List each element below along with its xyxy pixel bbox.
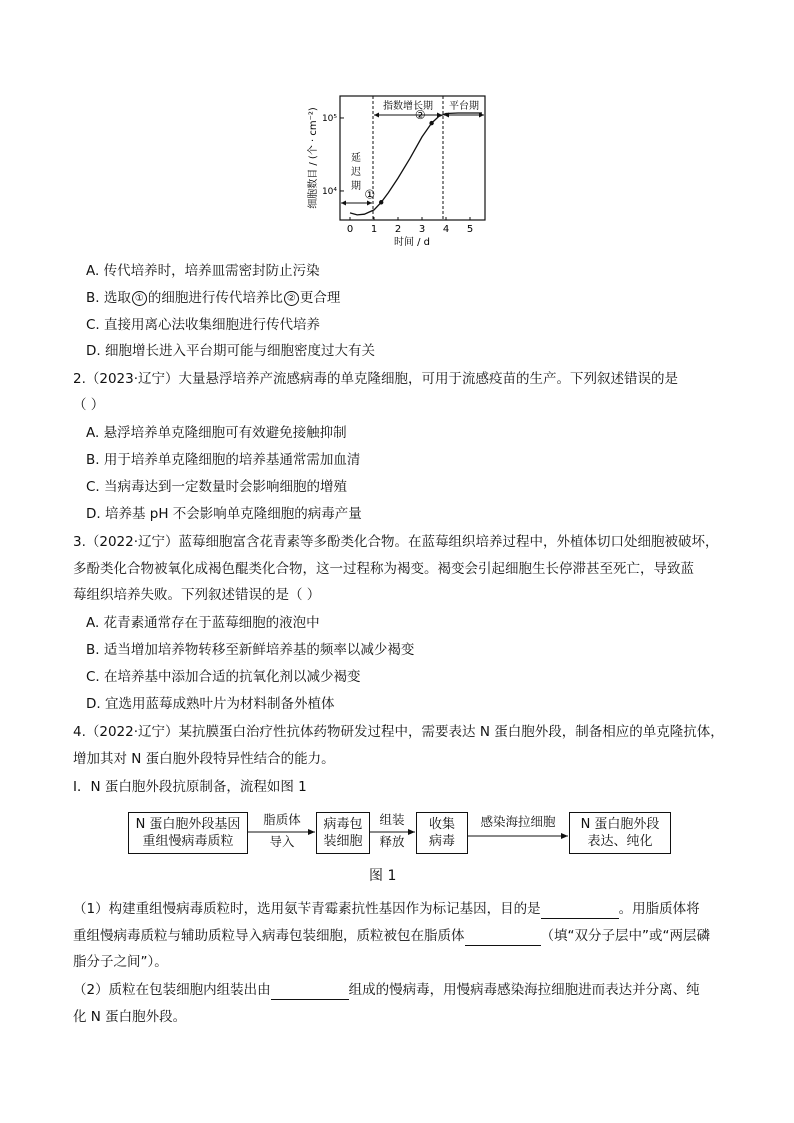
x-tick-label-2: 2 xyxy=(394,224,402,235)
q1-option-b-pre: B. 选取 xyxy=(86,290,131,306)
flow-box-expression-line-2: 表达、纯化 xyxy=(587,834,653,849)
flow-arrow-1-top: 脂质体 xyxy=(263,812,301,827)
growth-curve-svg xyxy=(300,88,500,248)
q1-option-a: A. 传代培养时，培养皿需密封防止污染 xyxy=(86,263,320,279)
flow-arrow-1 xyxy=(247,829,315,835)
x-axis-label: 时间 / d xyxy=(393,237,431,248)
x-tick-label-3: 3 xyxy=(418,224,426,235)
curve-point-1 xyxy=(379,200,383,204)
q4-sub1-text-a: （1）构建重组慢病毒质粒时，选用氨苄青霉素抗性基因作为标记基因，目的是 xyxy=(73,901,541,917)
y-axis-label: 细胞数目 / (个 · cm⁻²) xyxy=(308,107,319,209)
q2-option-b: B. 用于培养单克隆细胞的培养基通常需加血清 xyxy=(86,452,361,468)
exp-phase-label: 指数增长期 xyxy=(383,101,433,112)
q3-option-b: B. 适当增加培养物转移至新鲜培养基的频率以减少褐变 xyxy=(86,642,415,658)
q3-option-c: C. 在培养基中添加合适的抗氧化剂以减少褐变 xyxy=(86,669,361,685)
q4-sub1-text-b: 。用脂质体将 xyxy=(618,901,700,917)
q1-option-b-mid: 的细胞进行传代培养比 xyxy=(147,290,283,306)
curve-point-label-2: ② xyxy=(414,108,426,123)
q4-stem-line-2: 增加其对 N 蛋白胞外段特异性结合的能力。 xyxy=(73,751,335,767)
delay-phase-char-1: 延 xyxy=(351,153,361,164)
flow-box-plasmid-line-2: 重组慢病毒质粒 xyxy=(142,834,234,849)
q4-sub2-text-a: （2）质粒在包装细胞内组装出由 xyxy=(73,982,271,998)
x-tick-label-0: 0 xyxy=(346,224,354,235)
q4-stem-line-1: 4.（2022·辽宁）某抗膜蛋白治疗性抗体药物研发过程中，需要表达 N 蛋白胞外段，制备相应的单克隆抗体， xyxy=(73,724,724,740)
q4-sub2-line-2: 化 N 蛋白胞外段。 xyxy=(73,1009,187,1025)
x-tick-label-5: 5 xyxy=(466,224,474,235)
q4-sub1-line-2 xyxy=(73,926,710,946)
q4-sub2-text-b: 组成的慢病毒，用慢病毒感染海拉细胞进而表达并分离、纯 xyxy=(348,982,700,998)
x-tick-label-1: 1 xyxy=(370,224,378,235)
q4-sub1-line-1 xyxy=(73,899,700,919)
y-tick-label-0: 10⁴ xyxy=(321,186,337,197)
q2-option-c: C. 当病毒达到一定数量时会影响细胞的增殖 xyxy=(86,479,348,495)
flow-arrow-3 xyxy=(467,833,568,839)
flow-box-packaging-line-1: 病毒包 xyxy=(323,817,363,832)
q3-option-a: A. 花青素通常存在于蓝莓细胞的液泡中 xyxy=(86,615,320,631)
answer-blank-2[interactable] xyxy=(465,929,541,946)
delay-phase-char-2: 迟 xyxy=(351,167,361,178)
delay-phase-char-3: 期 xyxy=(351,181,361,192)
marker-1-ref: ① xyxy=(132,291,147,306)
curve-markers xyxy=(364,108,433,204)
q4-sub1-text-c: 重组慢病毒质粒与辅助质粒导入病毒包装细胞，质粒被包在脂质体 xyxy=(73,928,465,944)
q2-option-d: D. 培养基 pH 不会影响单克隆细胞的病毒产量 xyxy=(86,506,362,522)
figure-1-caption: 图 1 xyxy=(369,868,397,884)
q2-answer-paren: （ ） xyxy=(73,397,105,413)
flow-arrow-2-top: 组装 xyxy=(379,812,405,827)
q1-option-b-post: 更合理 xyxy=(299,290,341,306)
answer-blank-1[interactable] xyxy=(541,902,619,919)
flow-box-collect-line-1: 收集 xyxy=(428,817,455,832)
plateau-phase-label: 平台期 xyxy=(449,101,479,112)
exp-phase-arrow xyxy=(374,113,442,118)
q3-option-d: D. 宜选用蓝莓成熟叶片为材料制备外植体 xyxy=(86,696,335,712)
y-tick-label-1: 10⁵ xyxy=(321,113,337,124)
q2-option-a: A. 悬浮培养单克隆细胞可有效避免接触抑制 xyxy=(86,425,347,441)
q2-stem: 2.（2023·辽宁）大量悬浮培养产流感病毒的单克隆细胞，可用于流感疫苗的生产。下列叙述错误的是 xyxy=(73,371,679,387)
axis-ticks xyxy=(322,114,473,235)
q1-option-d: D. 细胞增长进入平台期可能与细胞密度过大有关 xyxy=(86,343,375,359)
flow-diagram xyxy=(128,812,688,862)
flow-box-packaging-line-2: 装细胞 xyxy=(323,834,363,849)
q1-option-c: C. 直接用离心法收集细胞进行传代培养 xyxy=(86,317,321,333)
flow-box-collect-line-2: 病毒 xyxy=(428,834,455,849)
flow-arrow-2-bottom: 释放 xyxy=(379,834,405,849)
answer-blank-3[interactable] xyxy=(271,983,349,1000)
marker-2-ref: ② xyxy=(284,291,299,306)
q4-sub1-text-d: （填“双分子层中”或“两层磷 xyxy=(540,928,710,944)
flow-arrows-svg xyxy=(128,812,688,862)
q4-sub2-line-1 xyxy=(73,980,700,1000)
q4-part-1-heading: Ⅰ．N 蛋白胞外段抗原制备，流程如图 1 xyxy=(73,779,307,795)
curve-point-label-1: ① xyxy=(364,187,376,202)
flow-box-expression-line-1: N 蛋白胞外段 xyxy=(580,817,660,832)
q3-stem-line-1: 3.（2022·辽宁）蓝莓细胞富含花青素等多酚类化合物。在蓝莓组织培养过程中，外植体切口处细胞被破坏， xyxy=(73,534,719,550)
growth-chart xyxy=(300,88,500,248)
flow-arrow-1-bottom: 导入 xyxy=(269,834,295,849)
flow-arrow-2 xyxy=(369,829,415,835)
curve-point-2 xyxy=(429,121,433,125)
q3-stem-line-3: 莓组织培养失败。下列叙述错误的是（ ） xyxy=(73,587,321,603)
x-tick-label-4: 4 xyxy=(442,224,450,235)
flow-box-plasmid-line-1: N 蛋白胞外段基因 xyxy=(135,817,241,832)
flow-arrow-3-label: 感染海拉细胞 xyxy=(480,814,556,829)
q1-option-b xyxy=(86,288,340,308)
q4-sub1-line-3: 脂分子之间”）。 xyxy=(73,954,168,970)
q3-stem-line-2: 多酚类化合物被氧化成褐色醌类化合物，这一过程称为褐变。褐变会引起细胞生长停滞甚至死亡，导致蓝 xyxy=(73,561,694,577)
